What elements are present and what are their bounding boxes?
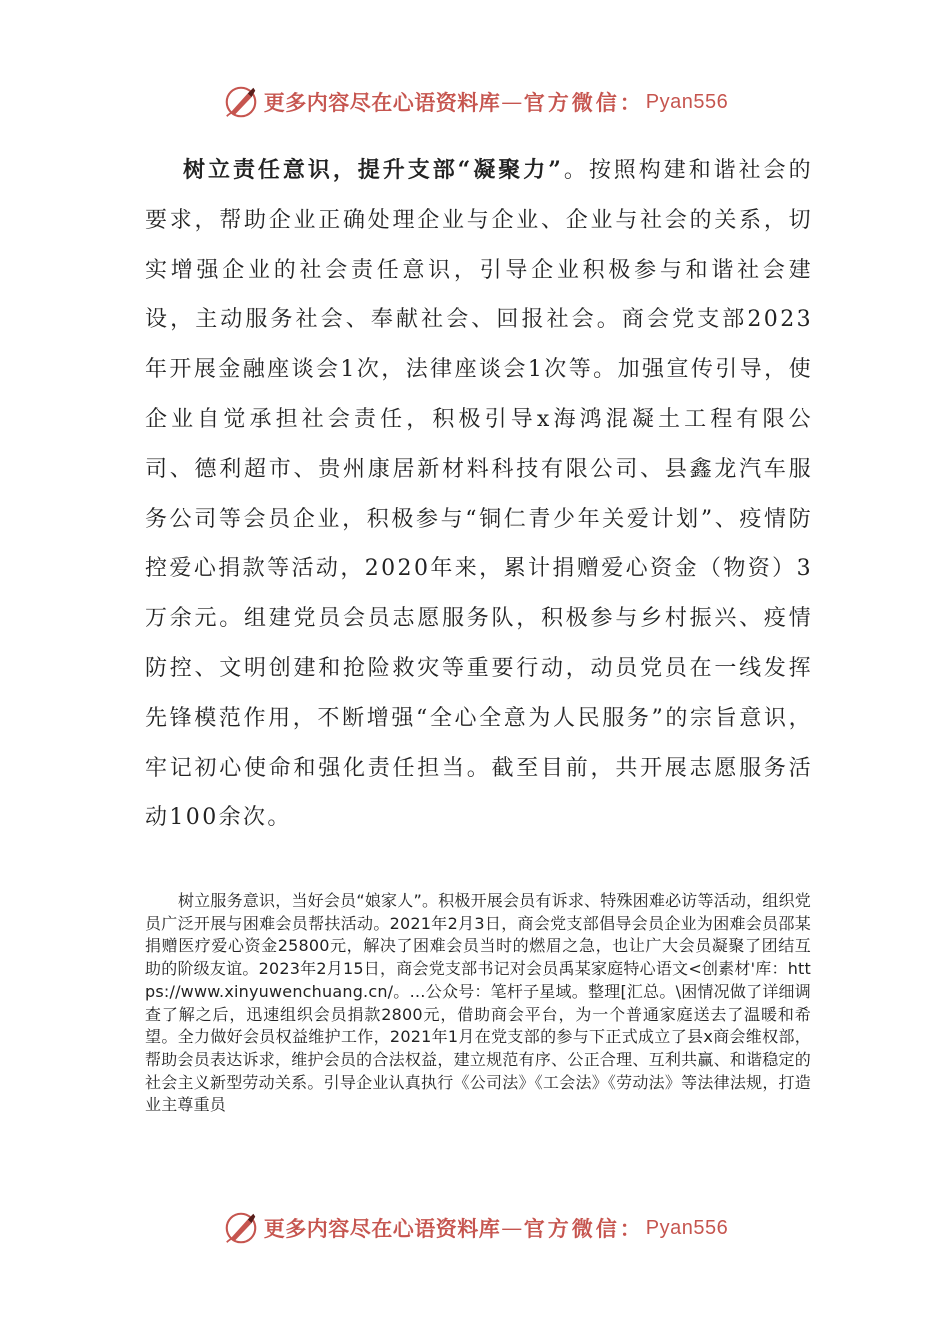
footer-banner <box>0 1206 950 1250</box>
pen-nib-logo-icon <box>222 83 260 121</box>
banner-wechat-label: 官方微信： <box>523 1216 644 1241</box>
header-banner <box>0 80 950 124</box>
banner-title: 更多内容尽在心语资料库 <box>263 90 501 115</box>
paragraph-service: 树立服务意识，当好会员“娘家人”。积极开展会员有诉求、特殊困难必访等活动，组织党员广泛开展与困难会员帮扶活动。2021年2月3日，商会党支部倡导会员企业为困难会员邵某捐赠医疗爱心资金25800元，解决了困难会员当时的燃眉之急，也让广大会员凝聚了团结互助的阶级友谊。2023年2月15日，商会党支部书记对会员禹某家庭特心语文<创素材'库：https://www.xinyuwenchuang.cn/。…公众号：笔杆子星域。整理[汇总。\困情况做了详细调查了解之后，迅速组织会员捐款2800元，借助商会平台，为一个普通家庭送去了温暖和希望。全力做好会员权益维护工作，2021年1月在党支部的参与下正式成立了县x商会维权部，帮助会员表达诉求，维护会员的合法权益，建立规范有序、公正合理、互利共赢、和谐稳定的社会主义新型劳动关系。引导企业认真执行《公司法》《工会法》《劳动法》等法律法规，打造业主尊重员 <box>145 891 811 1115</box>
banner-wechat-id: Pyan556 <box>645 1216 729 1239</box>
banner-wechat-label: 官方微信： <box>523 90 644 115</box>
banner-wechat-id: Pyan556 <box>645 90 729 113</box>
banner-dash: — <box>501 90 523 114</box>
pen-nib-logo-icon <box>222 1209 260 1247</box>
banner-dash: — <box>501 1216 523 1240</box>
banner-title: 更多内容尽在心语资料库 <box>263 1216 501 1241</box>
paragraph-responsibility <box>145 146 813 843</box>
paragraph-body: 。按照构建和谐社会的要求，帮助企业正确处理企业与企业、企业与社会的关系，切实增强企业的社会责任意识，引导企业积极参与和谐社会建设，主动服务社会、奉献社会、回报社会。商会党支部2023年开展金融座谈会1次，法律座谈会1次等。加强宣传引导，使企业自觉承担社会责任，积极引导x海鸿混凝土工程有限公司、德利超市、贵州康居新材料科技有限公司、县鑫龙汽车服务公司等会员企业，积极参与“铜仁青少年关爱计划”、疫情防控爱心捐款等活动，2020年来，累计捐赠爱心资金（物资）3万余元。组建党员会员志愿服务队，积极参与乡村振兴、疫情防控、文明创建和抢险救灾等重要行动，动员党员在一线发挥先锋模范作用，不断增强“全心全意为人民服务”的宗旨意识，牢记初心使命和强化责任担当。截至目前，共开展志愿服务活动100余次。 <box>145 158 813 831</box>
paragraph-lead: 树立责任意识，提升支部“凝聚力” <box>183 157 564 183</box>
